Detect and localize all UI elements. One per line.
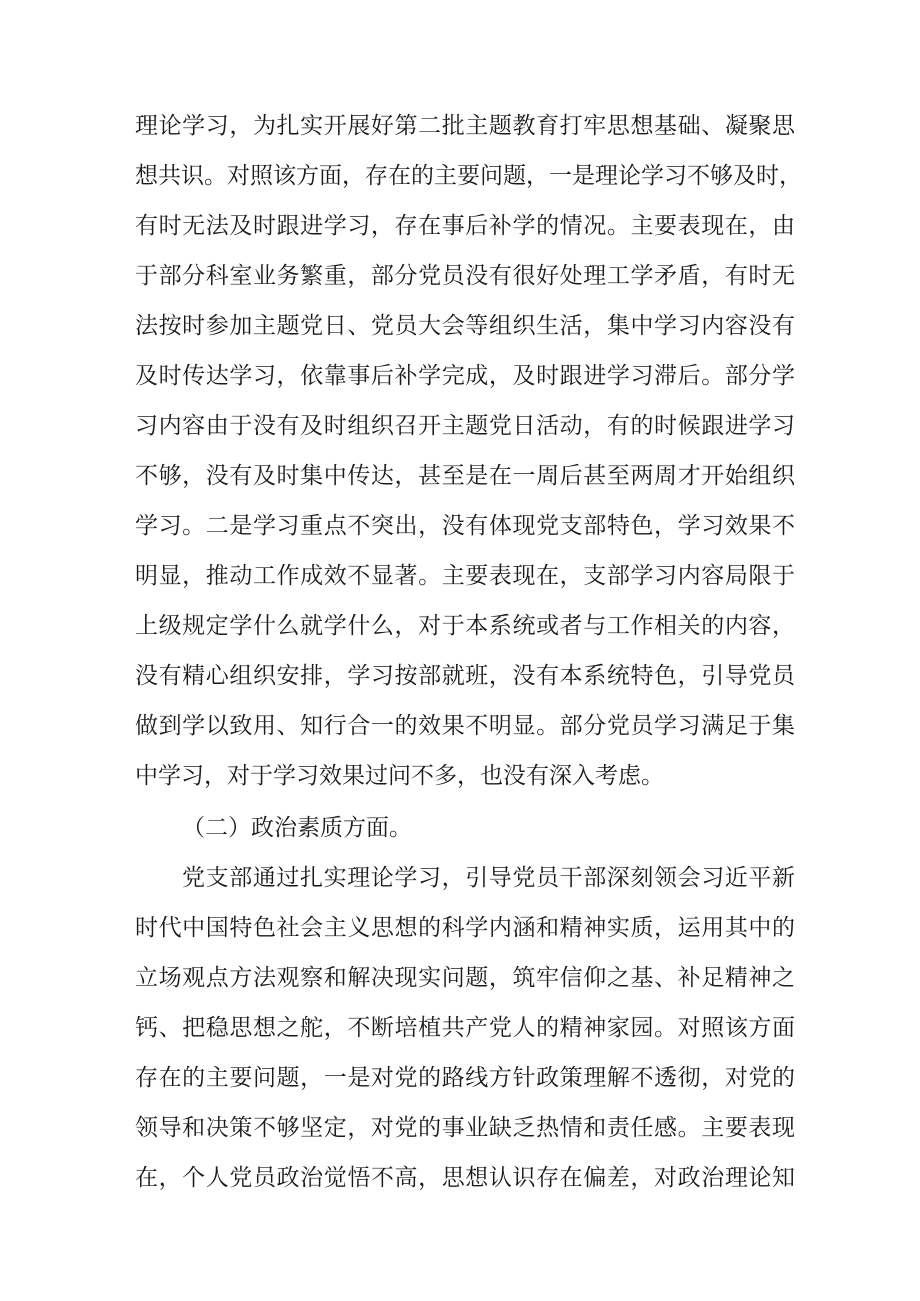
paragraph-line: 不够，没有及时集中传达，甚至是在一周后甚至两周才开始组织 [135, 463, 795, 489]
paragraph-line: 时代中国特色社会主义思想的科学内涵和精神实质，运用其中的 [135, 915, 795, 941]
paragraph-line: 法按时参加主题党日、党员大会等组织生活，集中学习内容没有 [135, 313, 795, 339]
paragraph-line: 学习。二是学习重点不突出，没有体现党支部特色，学习效果不 [135, 513, 795, 539]
paragraph-line: 立场观点方法观察和解决现实问题，筑牢信仰之基、补足精神之 [135, 965, 795, 991]
paragraph-line: 没有精心组织安排，学习按部就班，没有本系统特色，引导党员 [135, 663, 795, 689]
paragraph-line: 想共识。对照该方面，存在的主要问题，一是理论学习不够及时， [135, 163, 802, 189]
paragraph-line: 钙、把稳思想之舵，不断培植共产党人的精神家园。对照该方面 [135, 1015, 795, 1041]
paragraph-line: 明显，推动工作成效不显著。主要表现在，支部学习内容局限于 [135, 563, 795, 589]
paragraph-line: 党支部通过扎实理论学习，引导党员干部深刻领会习近平新 [182, 865, 795, 891]
paragraph-line: 上级规定学什么就学什么，对于本系统或者与工作相关的内容， [135, 613, 795, 639]
paragraph-line: 有时无法及时跟进学习，存在事后补学的情况。主要表现在，由 [135, 213, 795, 239]
paragraph-line: 及时传达学习，依靠事后补学完成，及时跟进学习滞后。部分学 [135, 363, 795, 389]
paragraph-line: 习内容由于没有及时组织召开主题党日活动，有的时候跟进学习 [135, 413, 795, 439]
paragraph-line: 领导和决策不够坚定，对党的事业缺乏热情和责任感。主要表现 [135, 1115, 795, 1141]
paragraph-line: 于部分科室业务繁重，部分党员没有很好处理工学矛盾，有时无 [135, 263, 795, 289]
paragraph-line: 在，个人党员政治觉悟不高，思想认识存在偏差，对政治理论知 [135, 1165, 795, 1191]
paragraph-line: 理论学习，为扎实开展好第二批主题教育打牢思想基础、凝聚思 [135, 113, 795, 139]
section-heading: （二）政治素质方面。 [182, 815, 412, 841]
paragraph-line: 中学习，对于学习效果过问不多，也没有深入考虑。 [135, 763, 664, 789]
paragraph-line: 存在的主要问题，一是对党的路线方针政策理解不透彻，对党的 [135, 1065, 795, 1091]
paragraph-line: 做到学以致用、知行合一的效果不明显。部分党员学习满足于集 [135, 713, 795, 739]
